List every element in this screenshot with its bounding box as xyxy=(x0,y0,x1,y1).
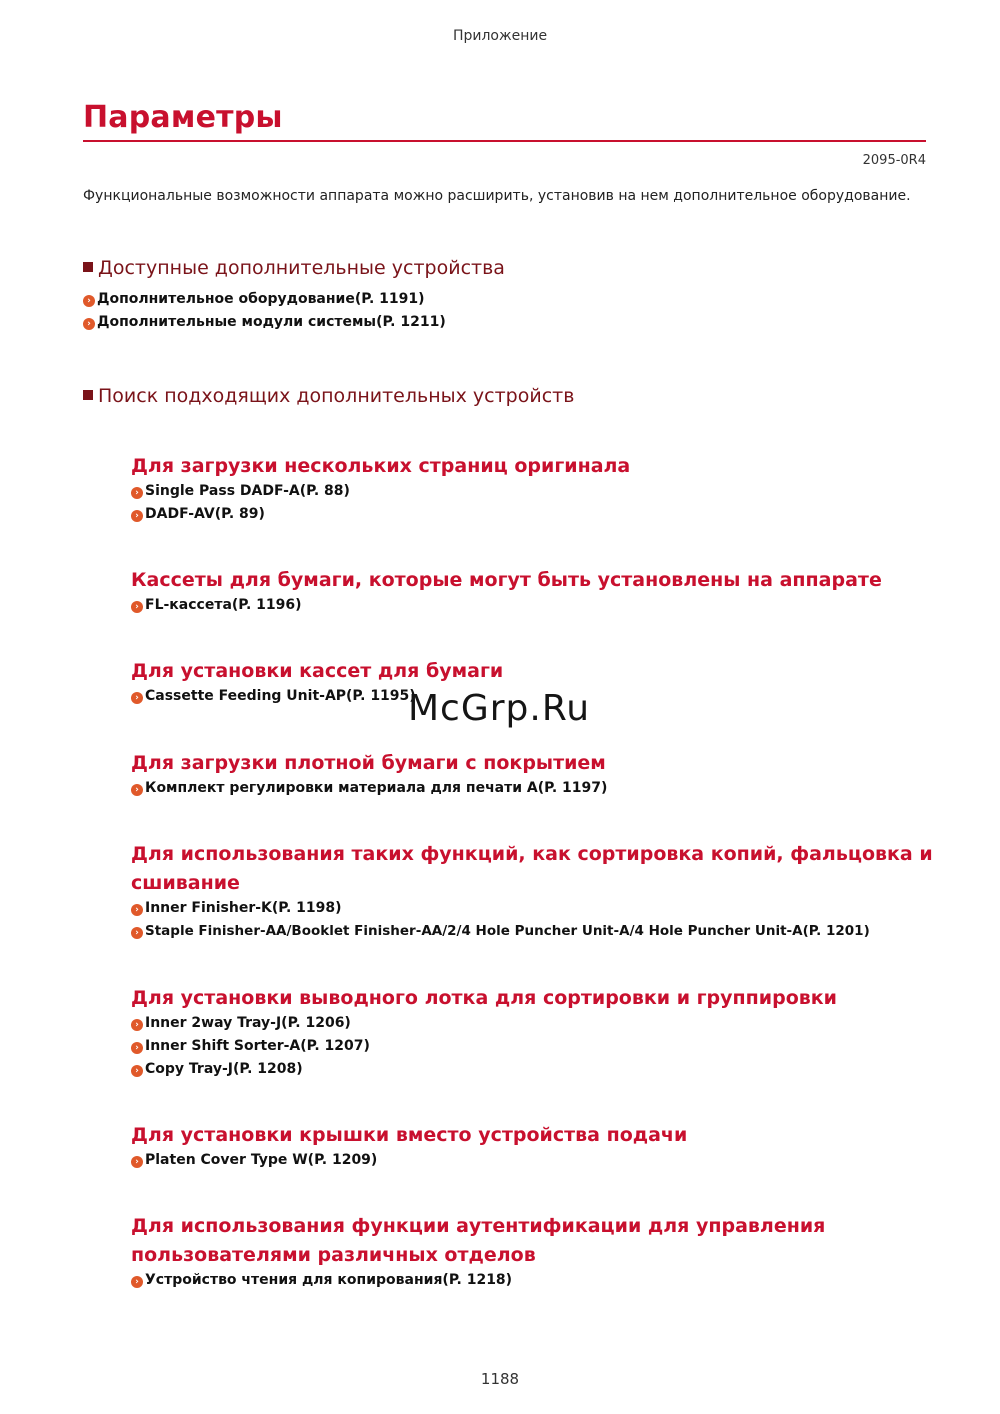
page-number: 1188 xyxy=(480,1370,520,1388)
section-heading-search xyxy=(83,385,574,407)
link-inner-shift-sorter[interactable] xyxy=(131,1038,370,1054)
link-copy-tray[interactable] xyxy=(131,1061,303,1077)
link-media-adjustment-kit[interactable] xyxy=(131,780,607,796)
link-label: Inner Shift Sorter-A(P. 1207) xyxy=(145,1038,370,1054)
link-label: Platen Cover Type W(P. 1209) xyxy=(145,1152,378,1168)
subsection-title-line2: сшивание xyxy=(131,872,240,894)
chevron-circle-icon: › xyxy=(131,1276,143,1288)
link-optional-equipment[interactable] xyxy=(83,291,425,307)
link-single-pass-dadf[interactable] xyxy=(131,483,350,499)
link-inner-2way-tray[interactable] xyxy=(131,1015,351,1031)
link-fl-cassette[interactable] xyxy=(131,597,302,613)
watermark: McGrp.Ru xyxy=(408,688,591,729)
chevron-circle-icon: › xyxy=(83,295,95,307)
subsection-title: Для установки крышки вместо устройства подачи xyxy=(131,1124,688,1146)
link-dadf-av[interactable] xyxy=(131,506,265,522)
section-title: Поиск подходящих дополнительных устройств xyxy=(98,385,575,407)
subsection-title-line2: пользователями различных отделов xyxy=(131,1244,536,1266)
subsection-title: Для загрузки нескольких страниц оригинала xyxy=(131,455,631,477)
intro-paragraph: Функциональные возможности аппарата можно расширить, установив на нем дополнительное оборудование. xyxy=(83,188,911,204)
chevron-circle-icon: › xyxy=(83,318,95,330)
link-inner-finisher-k[interactable] xyxy=(131,900,342,916)
link-label: DADF-AV(P. 89) xyxy=(145,506,265,522)
link-label: Устройство чтения для копирования(P. 1218) xyxy=(145,1272,513,1288)
subsection-title: Для использования функции аутентификации для управления xyxy=(131,1215,826,1237)
subsection-title: Для установки кассет для бумаги xyxy=(131,660,504,682)
document-id: 2095-0R4 xyxy=(862,153,926,168)
link-system-modules[interactable] xyxy=(83,314,446,330)
chevron-circle-icon: › xyxy=(131,904,143,916)
subsection-title: Для установки выводного лотка для сортировки и группировки xyxy=(131,987,837,1009)
subsection-title: Для использования таких функций, как сортировка копий, фальцовка и xyxy=(131,843,933,865)
chevron-circle-icon: › xyxy=(131,1042,143,1054)
link-cassette-feeding-unit[interactable] xyxy=(131,688,416,704)
chevron-circle-icon: › xyxy=(131,784,143,796)
page-header: Приложение xyxy=(452,28,548,44)
link-label: Cassette Feeding Unit-AP(P. 1195) xyxy=(145,688,416,704)
link-label: Inner Finisher-K(P. 1198) xyxy=(145,900,342,916)
chevron-circle-icon: › xyxy=(131,601,143,613)
square-icon xyxy=(83,390,93,400)
link-platen-cover[interactable] xyxy=(131,1152,377,1168)
chevron-circle-icon: › xyxy=(131,1019,143,1031)
square-icon xyxy=(83,262,93,272)
link-label: Inner 2way Tray-J(P. 1206) xyxy=(145,1015,351,1031)
section-heading-available xyxy=(83,257,505,279)
link-label: Staple Finisher-AA/Booklet Finisher-AA/2/4 Hole Puncher Unit-A/4 Hole Puncher Unit-A(P. 1201) xyxy=(145,923,870,939)
chevron-circle-icon: › xyxy=(131,692,143,704)
subsection-title: Для загрузки плотной бумаги с покрытием xyxy=(131,752,606,774)
link-copy-card-reader[interactable] xyxy=(131,1272,512,1288)
chevron-circle-icon: › xyxy=(131,487,143,499)
link-label: Дополнительные модули системы(P. 1211) xyxy=(97,314,446,330)
link-label: FL-кассета(P. 1196) xyxy=(145,597,302,613)
page-title: Параметры xyxy=(83,100,283,135)
title-divider xyxy=(83,140,926,142)
chevron-circle-icon: › xyxy=(131,927,143,939)
link-label: Copy Tray-J(P. 1208) xyxy=(145,1061,303,1077)
link-label: Дополнительное оборудование(P. 1191) xyxy=(97,291,425,307)
link-label: Single Pass DADF-A(P. 88) xyxy=(145,483,350,499)
chevron-circle-icon: › xyxy=(131,510,143,522)
section-title: Доступные дополнительные устройства xyxy=(98,257,505,279)
chevron-circle-icon: › xyxy=(131,1156,143,1168)
chevron-circle-icon: › xyxy=(131,1065,143,1077)
subsection-title: Кассеты для бумаги, которые могут быть установлены на аппарате xyxy=(131,569,882,591)
link-staple-finisher[interactable] xyxy=(131,923,870,939)
link-label: Комплект регулировки материала для печати A(P. 1197) xyxy=(145,780,608,796)
